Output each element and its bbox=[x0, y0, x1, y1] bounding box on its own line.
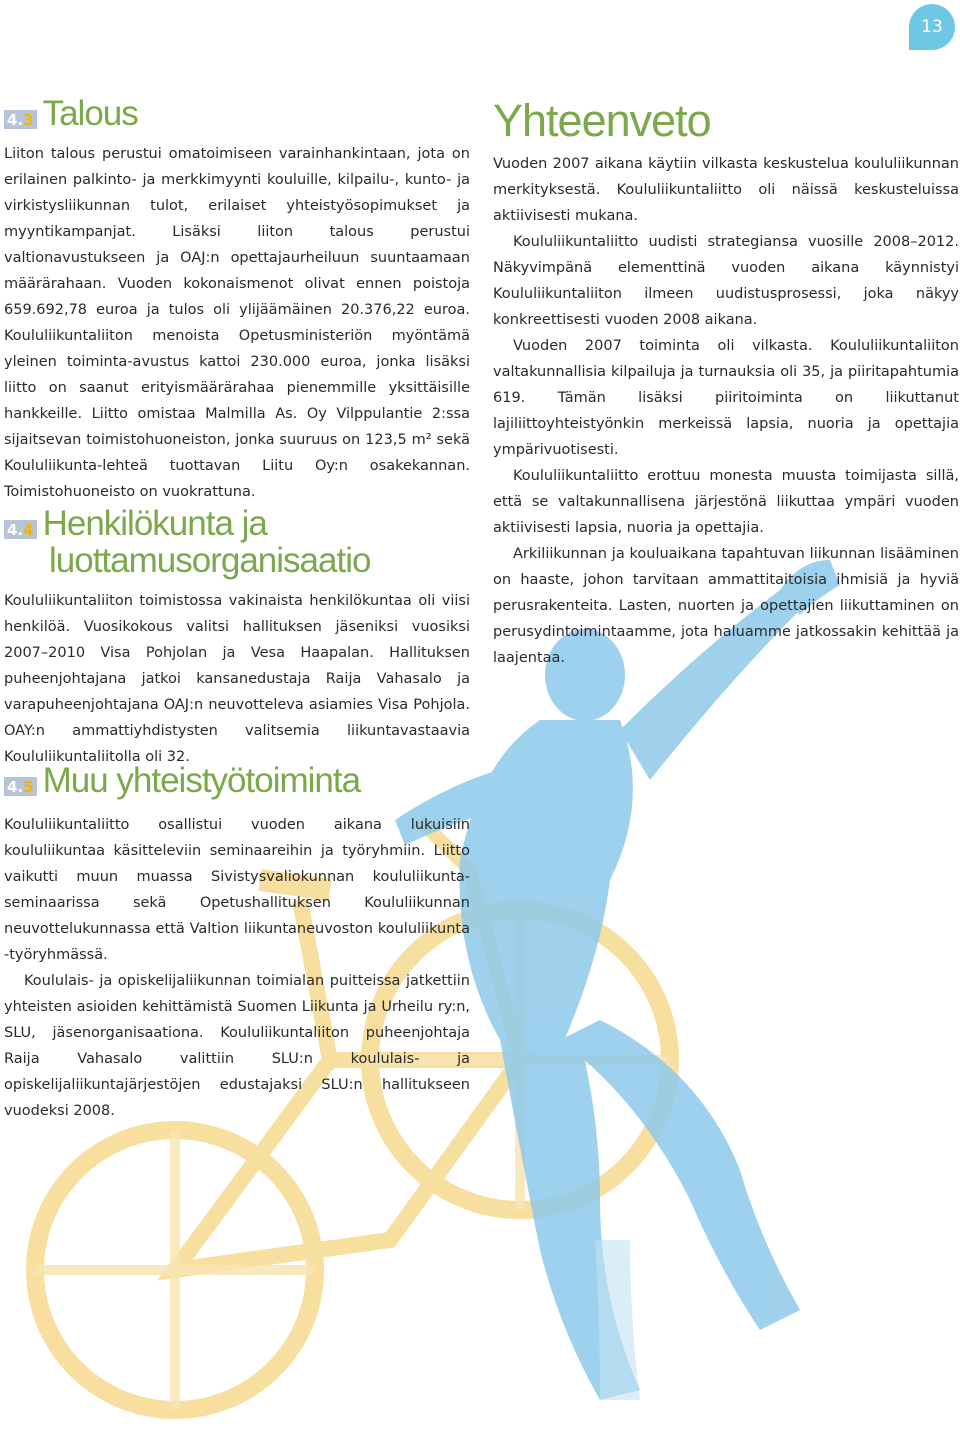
section-paragraph: Koululais- ja opiskelijaliikunnan toimialan puitteissa jatkettiin yhteisten asioiden kehittämistä Suomen Liikunta ja Urheilu ry:n, SLU, jäsenorganisaationa. Koululiikuntaliiton puheenjohtaja Raija Vahasalo valittiin SLU:n koululais- ja opiskelijaliikuntajärjestöjen edustajaksi SLU:n hallitukseen vuodeksi 2008. bbox=[4, 972, 470, 1119]
page-number-badge bbox=[909, 4, 955, 50]
section-title: Henkilökunta ja bbox=[42, 504, 267, 543]
section-muu-yhteistyotoiminta bbox=[4, 763, 470, 1124]
section-talous bbox=[4, 96, 470, 505]
summary-paragraph: Vuoden 2007 aikana käytiin vilkasta keskustelua koululiikunnan merkityksestä. Koululiikuntaliitto oli näissä keskusteluissa aktiivisesti mukana. bbox=[493, 156, 959, 224]
summary-paragraph: Arkiliikunnan ja kouluaikana tapahtuvan liikunnan lisääminen on haaste, johon tarvitaan ammattitaitoisia ihmisiä ja hyviä perusrakenteita. Lasten, nuorten ja opettajien liikuttaminen on perusydintoimintaamme, jota haluamme jatkossakin kehittää ja laajentaa. bbox=[493, 546, 959, 666]
section-number: 4.5 bbox=[4, 777, 37, 796]
section-yhteenveto bbox=[493, 95, 959, 671]
section-number: 4.3 bbox=[4, 110, 37, 129]
section-number: 4.4 bbox=[4, 520, 37, 539]
page-number: 13 bbox=[921, 17, 943, 37]
summary-paragraph: Koululiikuntaliitto erottuu monesta muusta toimijasta sillä, että se valtakunnallisena järjestönä liikuttaa ympäri vuoden aktiivisesti lapsia, nuoria ja opettajia. bbox=[493, 468, 959, 536]
section-title: Talous bbox=[42, 94, 138, 133]
summary-paragraph: Koululiikuntaliitto uudisti strategiansa vuosille 2008–2012. Näkyvimpänä elementtinä vuoden aikana käynnistyi Koululiikuntaliiton ilmeen uudistusprosessi, joka näkyy konkreettisesti vuoden 2008 aikana. bbox=[493, 234, 959, 328]
figure-shadow-illustration bbox=[595, 1240, 640, 1400]
section-paragraph: Koululiikuntaliitto osallistui vuoden aikana lukuisiin koululiikuntaa käsitteleviin seminaareihin ja työryhmiin. Liitto vaikutti muun muassa Sivistysvaliokunnan koululiikunta-seminaarissa sekä Opetushallituksen Koululiikunnan neuvottelukunnassa että Valtion liikuntaneuvoston koululiikunta -työryhmässä. bbox=[4, 816, 470, 963]
section-body: Koululiikuntaliiton toimistossa vakinaista henkilökuntaa oli viisi henkilöä. Vuosikokous valitsi hallituksen jäseniksi vuosiksi 2007–2010 Visa Pohjolan ja Vesa Haapalan. Hallituksen puheenjohtajana jatkoi kansanedustaja Raija Vahasalo ja varapuheenjohtajana OAJ:n neuvotteleva asiamies Visa Pohjola. OAY:n ammattiyhdistysten valitsemia liikuntavastaavia Koululiikuntaliitolla oli 32. bbox=[4, 592, 470, 765]
summary-paragraph: Vuoden 2007 toiminta oli vilkasta. Koululiikuntaliiton valtakunnallisia kilpailuja ja turnauksia oli 35, ja piiritapahtumia 619. Tämän lisäksi piiritoiminta on liikuttanut lajiliittoyhteistyönkin merkeissä lapsia, nuoria ja opettajia ympärivuotisesti. bbox=[493, 338, 959, 458]
section-heading bbox=[4, 506, 470, 543]
section-title-line2: luottamusorganisaatio bbox=[49, 540, 371, 580]
section-heading bbox=[4, 96, 470, 133]
section-title: Muu yhteistyötoiminta bbox=[42, 761, 361, 800]
section-body: Liiton talous perustui omatoimiseen varainhankintaan, jota on erilainen palkinto- ja merkkimyynti kouluille, kilpailu-, kunto- ja virkistysliikunnan tulot, erilaiset yhteistyösopimukset ja myyntikampanjat. Lisäksi liiton talous perustui valtionavustukseen ja OAJ:n opettajaurheiluun suuntaamaan määrärahaan. Vuoden kokonaismenot olivat ennen poistoja 659.692,78 euroa ja tulos oli ylijäämäinen 20.376,22 euroa. Koululiikuntaliiton menoista Opetusministeriön myöntämä yleinen toiminta-avustus kattoi 230.000 euroa, jonka lisäksi liitto on saanut erityismäärärahaa pienemmille yksittäisille hankkeille. Liitto omistaa Malmilla As. Oy Vilppulantie 2:ssa sijaitsevan toimistohuoneiston, jonka suuruus on 123,5 m² sekä Koululiikunta-lehteä tuottavan Liitu Oy:n osakekannan. Toimistohuoneisto on vuokrattuna. bbox=[4, 145, 470, 500]
summary-title: Yhteenveto bbox=[493, 95, 711, 146]
section-henkilokunta bbox=[4, 506, 470, 770]
section-heading bbox=[4, 763, 470, 800]
